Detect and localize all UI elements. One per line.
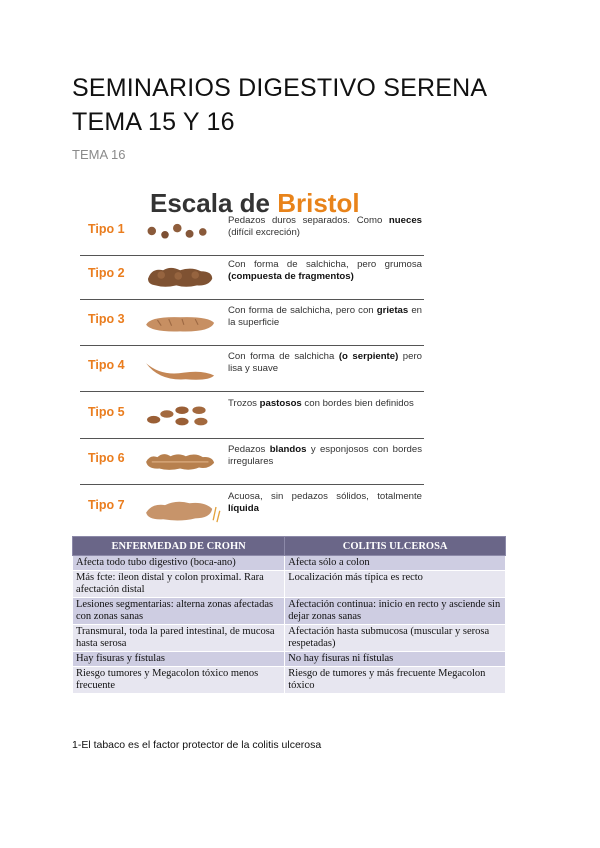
document-title: SEMINARIOS DIGESTIVO SERENA xyxy=(72,74,488,102)
bristol-type-label: Tipo 6 xyxy=(88,451,125,465)
bristol-type-label: Tipo 1 xyxy=(88,222,125,236)
cell-colitis: Afecta sólo a colon xyxy=(285,556,506,571)
row-divider xyxy=(80,484,424,485)
stool-illustration-icon xyxy=(142,258,222,292)
description-emphasis: (o serpiente) xyxy=(338,351,399,362)
bristol-row xyxy=(80,393,424,439)
cell-crohn: Más fcte: íleon distal y colon proximal. Rara afectación distal xyxy=(73,571,285,598)
description-emphasis: líquida xyxy=(228,503,259,514)
bristol-type-description xyxy=(228,444,422,468)
bristol-row xyxy=(80,300,424,346)
cell-crohn: Afecta todo tubo digestivo (boca-ano) xyxy=(73,556,285,571)
bristol-row xyxy=(80,439,424,485)
stool-illustration-icon xyxy=(142,350,222,384)
cell-colitis: Afectación hasta submucosa (muscular y serosa respetadas) xyxy=(285,625,506,652)
bristol-type-description xyxy=(228,215,422,239)
bristol-type-label: Tipo 5 xyxy=(88,405,125,419)
bristol-type-description xyxy=(228,305,422,329)
bristol-type-label: Tipo 7 xyxy=(88,498,125,512)
bristol-row xyxy=(80,210,424,256)
row-divider xyxy=(80,391,424,392)
description-emphasis: pastosos xyxy=(259,398,302,409)
description-text: Trozos xyxy=(228,398,260,409)
description-text: con bordes bien definidos xyxy=(301,398,414,409)
bristol-row xyxy=(80,486,424,532)
cell-crohn: Hay fisuras y fístulas xyxy=(73,652,285,667)
description-text: pero lisa y suave xyxy=(228,351,422,374)
description-text: en la superficie xyxy=(228,305,422,328)
table-row xyxy=(73,667,506,694)
cell-colitis: Riesgo de tumores y más frecuente Megacolon tóxico xyxy=(285,667,506,694)
bristol-row xyxy=(80,254,424,300)
description-text: Pedazos duros separados. Como xyxy=(228,215,389,226)
description-text: Acuosa, sin pedazos sólidos, totalmente xyxy=(228,491,422,502)
stool-illustration-icon xyxy=(142,443,222,477)
stool-illustration-icon xyxy=(142,397,222,431)
description-emphasis: grietas xyxy=(376,305,409,316)
bristol-title-part2: Bristol xyxy=(277,188,360,218)
bristol-scale-figure xyxy=(72,180,432,530)
bristol-type-description xyxy=(228,351,422,375)
section-subtitle: TEMA 16 xyxy=(72,147,126,162)
bristol-type-description xyxy=(228,398,422,410)
description-emphasis: blandos xyxy=(269,444,307,455)
cell-crohn: Lesiones segmentarias: alterna zonas afectadas con zonas sanas xyxy=(73,598,285,625)
description-emphasis: nueces xyxy=(388,215,422,226)
description-text: Con forma de salchicha, pero con xyxy=(228,305,377,316)
header-colitis: COLITIS ULCEROSA xyxy=(285,537,506,556)
cell-colitis: No hay fisuras ni fístulas xyxy=(285,652,506,667)
footnote: 1-El tabaco es el factor protector de la colitis ulcerosa xyxy=(72,739,322,751)
description-text: Con forma de salchicha, pero grumosa xyxy=(228,259,422,270)
description-text: y esponjosos con bordes irregulares xyxy=(228,444,422,467)
bristol-type-label: Tipo 2 xyxy=(88,266,125,280)
description-text: Pedazos xyxy=(228,444,270,455)
table-row xyxy=(73,598,506,625)
stool-illustration-icon xyxy=(142,214,222,248)
bristol-title-part1: Escala de xyxy=(150,188,278,218)
table-row xyxy=(73,556,506,571)
header-crohn: ENFERMEDAD DE CROHN xyxy=(73,537,285,556)
bristol-type-description xyxy=(228,259,422,283)
description-text: Con forma de salchicha xyxy=(228,351,339,362)
table-header-row xyxy=(73,537,506,556)
table-row xyxy=(73,652,506,667)
document-title-line2: TEMA 15 Y 16 xyxy=(72,108,235,136)
stool-illustration-icon xyxy=(142,490,222,524)
cell-colitis: Afectación continua: inicio en recto y asciende sin dejar zonas sanas xyxy=(285,598,506,625)
description-emphasis: (compuesta de fragmentos) xyxy=(228,271,354,282)
table-row xyxy=(73,625,506,652)
bristol-type-label: Tipo 3 xyxy=(88,312,125,326)
crohn-vs-colitis-table xyxy=(72,536,506,694)
bristol-type-label: Tipo 4 xyxy=(88,358,125,372)
cell-crohn: Transmural, toda la pared intestinal, de mucosa hasta serosa xyxy=(73,625,285,652)
cell-colitis: Localización más típica es recto xyxy=(285,571,506,598)
description-text: (difícil excreción) xyxy=(228,227,300,238)
bristol-row xyxy=(80,346,424,392)
table-row xyxy=(73,571,506,598)
stool-illustration-icon xyxy=(142,304,222,338)
cell-crohn: Riesgo tumores y Megacolon tóxico menos frecuente xyxy=(73,667,285,694)
bristol-type-description xyxy=(228,491,422,515)
